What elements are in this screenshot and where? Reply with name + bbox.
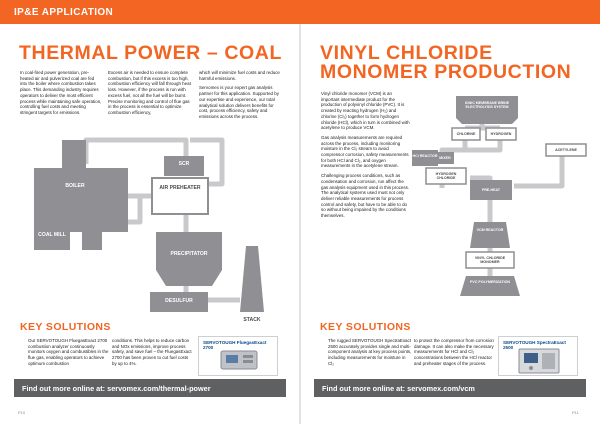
- scr-label: SCR: [178, 161, 190, 167]
- page-title-vcm: VINYL CHLORIDE MONOMER PRODUCTION: [320, 42, 572, 83]
- pipe-hydrogen-hcl: [454, 140, 500, 150]
- key-solutions-text-2: to protect the compressor from corrosion damage. It can also make the necessary measurements for HCl and Cl₂ concentrations between the HCl reactor and preheater stages of the process.: [414, 338, 494, 366]
- intro-paragraph: In coal-fired power generation, pre-heated air and pulverized coal are fed into the boiler where combustion takes place. This demanding industry requires operators to deliver the most efficient process while maintaining safe operation, controlling fuel costs and meeting stringent targets for emissions.: [20, 70, 102, 115]
- vcm-paragraph: Gas analysis measurements are required across the process, including monitoring moisture in the Cl₂ stream to avoid compressor corrosion, safety measurements for both HCl and Cl₂, and oxygen measurements in the acetylene stream.: [321, 134, 409, 169]
- vinyl-chloride-monomer-label: VINYL CHLORIDE MONOMER: [474, 256, 506, 265]
- coal-mill-label: COAL MILL: [38, 232, 66, 238]
- intro-paragraph: which will minimize fuel costs and reduce harmful emissions.: [199, 70, 280, 81]
- key-solutions-text-1: Our SERVOTOUGH FluegasExact 2700 combustion analyzer continuously monitors oxygen and combustibles in the flue gas, enabling operators to achieve optimum combustion: [28, 338, 109, 366]
- vcm-reactor-block: [470, 222, 510, 248]
- intro-paragraph: Excess air is needed to ensure complete combustion, but if this excess is too high, combustion efficiency will fall through heat loss. However, if the process is run with excess fuel, not all the fuel will be burnt. Precise monitoring and control of flue gas in the process is essential to optimize combustion efficiency,: [108, 70, 191, 115]
- page-number: P10: [18, 410, 26, 415]
- pre-heat-label: PRE-HEAT: [481, 188, 501, 192]
- vcm-reactor-label: VCM REACTOR: [476, 228, 504, 232]
- key-solutions-text-2: conditions. This helps to reduce carbon and NOx emissions, improve process safety, and save fuel – the FluegasExact 2700 has been proven to cut fuel costs by up to 4%.: [112, 338, 192, 366]
- acetylene-label: ACETYLENE: [555, 148, 577, 152]
- find-out-more-text: Find out more online at: servomex.com/thermal-power: [22, 384, 211, 393]
- page-title-thermal-power: THERMAL POWER – COAL: [19, 42, 282, 64]
- analyzer-icon: [499, 337, 579, 377]
- ionic-membrane-label: IONIC MEMBRANE BRINE ELECTROLYSIS SYSTEM: [464, 101, 510, 110]
- precipitator-label: PRECIPITATOR: [170, 251, 208, 257]
- product-card: [498, 336, 578, 376]
- chlorine-label: CHLORINE: [456, 132, 476, 136]
- website-link[interactable]: servomex.com/vcm: [407, 384, 475, 393]
- hydrogen-label: HYDROGEN: [490, 132, 512, 136]
- pipe-acetylene-preheat: [514, 154, 562, 186]
- find-out-more-text: Find out more online at: servomex.com/vcm: [322, 384, 475, 393]
- section-title: IP&E APPLICATION: [14, 7, 114, 18]
- pvc-polymerization-label: PVC POLYMERIZATION: [470, 280, 510, 284]
- vcm-paragraph: Vinyl chloride monomer (VCM) is an important intermediate product for the production of polyvinyl chloride (PVC). It is created by reacting hydrogen (H₂) and chlorine (Cl₂) together to form hydrogen chloride (HCl), which in turn is combined with acetylene to produce VCM.: [321, 91, 410, 131]
- pvc-polymerization-block: [460, 276, 520, 296]
- key-solutions-text-1: The rugged SERVOTOUGH SpectraExact 2500 accurately provides single and multi-component analysis at key process points, including measurements for moisture in Cl₂: [328, 338, 412, 366]
- boiler-label: BOILER: [65, 183, 85, 189]
- hcl-reactor-label: HCl REACTOR: [412, 154, 438, 158]
- intro-paragraph: Servomex is your expert gas analysis partner for this application. Supported by our expertise and experience, our total analytical solution delivers benefits for cost, process efficiency, safety and emissions across the process.: [199, 85, 279, 119]
- air-preheater-label: AIR PREHEATER: [159, 185, 201, 191]
- product-name: SERVOTOUGH SpectraExact 2500: [503, 340, 566, 350]
- key-solutions-heading: KEY SOLUTIONS: [320, 321, 411, 333]
- desulfur-label: DESULFUR: [165, 298, 193, 304]
- hydrogen-chloride-label: HYDROGEN CHLORIDE: [435, 172, 457, 181]
- stack-label: STACK: [243, 317, 261, 323]
- page-number: P11: [572, 410, 579, 415]
- product-name: SERVOTOUGH FluegasExact 2700: [203, 340, 267, 350]
- find-out-more-bar: [314, 379, 586, 397]
- vcm-paragraph: Challenging process conditions, such as condensation and corrosion, run affect the gas analysis equipment used in this process. The analytical systems used must not only deliver reliable measurements for process control and safety, but have to be able to do so without being impaired by the conditions themselves.: [321, 173, 410, 219]
- website-link[interactable]: servomex.com/thermal-power: [107, 384, 211, 393]
- key-solutions-heading: KEY SOLUTIONS: [20, 321, 111, 333]
- mixer-label: MIXER: [439, 156, 451, 160]
